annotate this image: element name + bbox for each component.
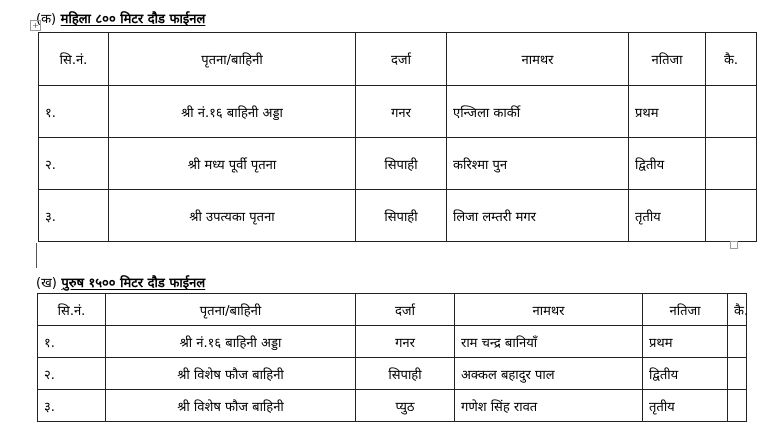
table-resize-handle[interactable] xyxy=(730,241,738,249)
cell-sn: २. xyxy=(39,138,109,190)
header-remark: कै. xyxy=(706,33,757,86)
section-title: पुरुष १५०० मिटर दौड फाईनल xyxy=(61,276,206,291)
cell-rank: गनर xyxy=(356,326,455,358)
table-row xyxy=(39,86,757,138)
cell-result: प्रथम xyxy=(629,86,706,138)
table-row xyxy=(39,190,757,242)
cell-name: एन्जिला कार्की xyxy=(447,86,629,138)
cell-remark xyxy=(706,86,757,138)
header-sn: सि.नं. xyxy=(39,33,109,86)
table-move-handle-icon[interactable]: + xyxy=(30,20,41,31)
section-prefix: (ख) xyxy=(36,276,57,291)
cell-remark xyxy=(706,190,757,242)
cell-rank: गनर xyxy=(356,86,447,138)
cell-rank: सिपाही xyxy=(356,358,455,390)
header-unit: पृतना/बाहिनी xyxy=(109,33,356,86)
cell-sn: १. xyxy=(39,86,109,138)
cell-name: करिश्मा पुन xyxy=(447,138,629,190)
cell-sn: ३. xyxy=(39,190,109,242)
cell-rank: सिपाही xyxy=(356,190,447,242)
header-sn: सि.नं. xyxy=(38,294,106,326)
cell-name: राम चन्द्र बानियाँ xyxy=(455,326,643,358)
section-heading-women-800m xyxy=(36,9,205,27)
header-rank: दर्जा xyxy=(356,294,455,326)
cell-remark xyxy=(706,138,757,190)
cell-sn: ३. xyxy=(38,390,106,422)
header-name: नामथर xyxy=(455,294,643,326)
header-remark: कै. xyxy=(728,294,747,326)
cell-result: द्वितीय xyxy=(629,138,706,190)
header-unit: पृतना/बाहिनी xyxy=(106,294,356,326)
header-rank: दर्जा xyxy=(356,33,447,86)
cell-remark xyxy=(728,326,747,358)
section-prefix: (क) xyxy=(36,12,57,27)
cell-sn: १. xyxy=(38,326,106,358)
cell-unit: श्री उपत्यका पृतना xyxy=(109,190,356,242)
table-row xyxy=(39,138,757,190)
cell-name: लिजा लम्तरी मगर xyxy=(447,190,629,242)
cell-result: तृतीय xyxy=(643,390,728,422)
cell-sn: २. xyxy=(38,358,106,390)
table-row xyxy=(38,390,747,422)
cell-remark xyxy=(728,390,747,422)
results-table-men-1500m xyxy=(37,293,747,422)
table-header-row xyxy=(39,33,757,86)
cell-result: प्रथम xyxy=(643,326,728,358)
cell-name: गणेश सिंह रावत xyxy=(455,390,643,422)
cell-name: अक्कल बहादुर पाल xyxy=(455,358,643,390)
cell-unit: श्री विशेष फौज बाहिनी xyxy=(106,358,356,390)
text-cursor xyxy=(36,243,37,268)
header-result: नतिजा xyxy=(643,294,728,326)
cell-unit: श्री नं.१६ बाहिनी अड्डा xyxy=(106,326,356,358)
cell-unit: श्री नं.१६ बाहिनी अड्डा xyxy=(109,86,356,138)
results-table-women-800m xyxy=(38,32,757,242)
cell-result: द्वितीय xyxy=(643,358,728,390)
cell-unit: श्री विशेष फौज बाहिनी xyxy=(106,390,356,422)
table-row xyxy=(38,326,747,358)
cell-remark xyxy=(728,358,747,390)
section-title: महिला ८०० मिटर दौड फाईनल xyxy=(60,12,206,27)
section-heading-men-1500m xyxy=(36,273,205,291)
cell-rank: प्युठ xyxy=(356,390,455,422)
table-header-row xyxy=(38,294,747,326)
cell-rank: सिपाही xyxy=(356,138,447,190)
table-row xyxy=(38,358,747,390)
cell-unit: श्री मध्य पूर्वी पृतना xyxy=(109,138,356,190)
header-name: नामथर xyxy=(447,33,629,86)
header-result: नतिजा xyxy=(629,33,706,86)
cell-result: तृतीय xyxy=(629,190,706,242)
